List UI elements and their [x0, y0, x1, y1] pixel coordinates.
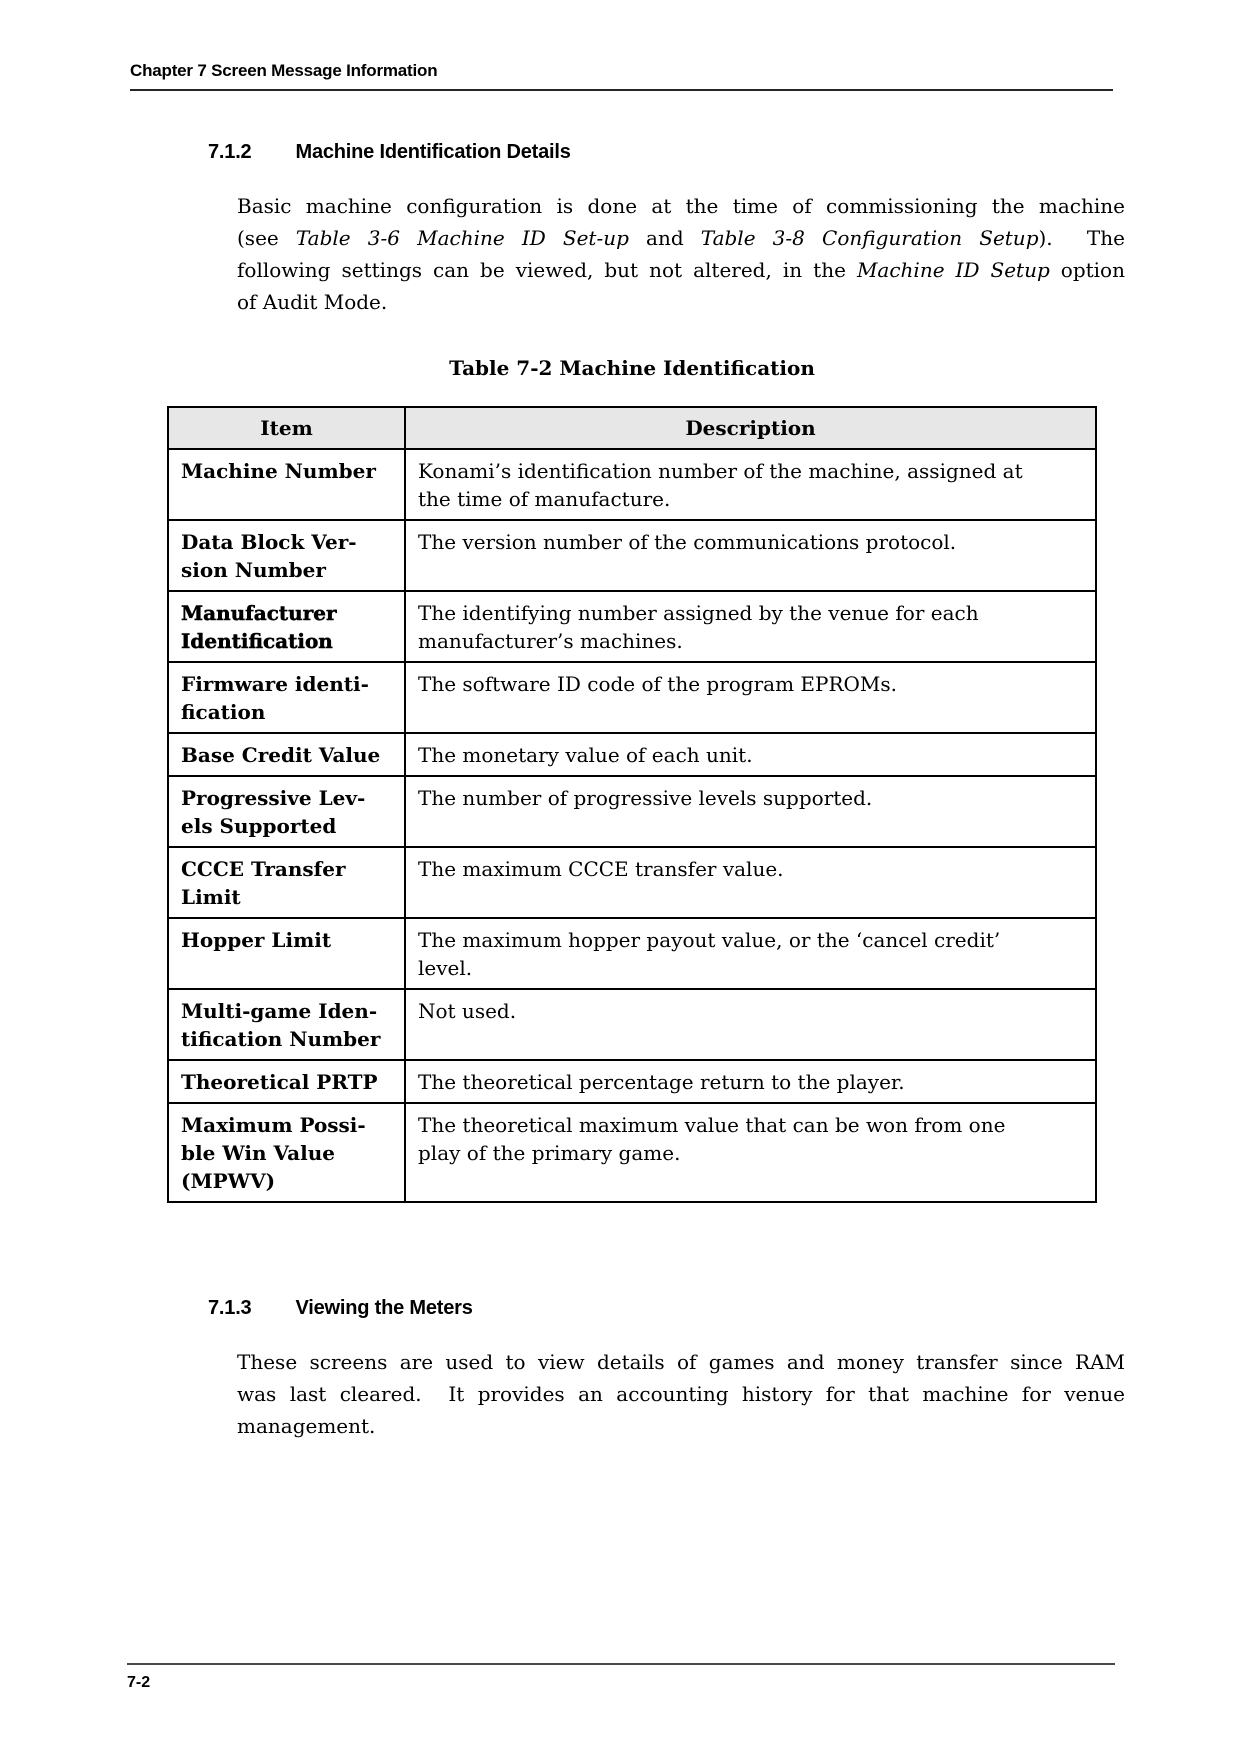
running-header-title: Chapter 7 Screen Message Information — [130, 61, 438, 80]
table-body — [168, 449, 1096, 1202]
section-heading-712 — [208, 141, 571, 164]
paragraph-line: management. — [237, 1414, 376, 1438]
item-cell: Progressive Lev- els Supported — [168, 776, 405, 847]
section-title: Machine Identification Details — [295, 141, 571, 163]
paragraph-line: was last cleared. It provides an accounting history for that machine for venue — [237, 1382, 1125, 1406]
description-cell: Konami’s identification number of the machine, assigned at the time of manufacture. — [405, 449, 1096, 520]
table-row — [168, 776, 1096, 847]
description-cell: The version number of the communications protocol. — [405, 520, 1096, 591]
table-row — [168, 989, 1096, 1060]
section-title: Viewing the Meters — [295, 1297, 473, 1319]
section-712-paragraph — [237, 190, 1125, 318]
item-cell: Theoretical PRTP — [168, 1060, 405, 1103]
paragraph-line: Basic machine configuration is done at the time of commissioning the machine — [237, 194, 1125, 218]
header-rule — [130, 89, 1113, 91]
running-header — [130, 61, 1113, 91]
item-cell: Hopper Limit — [168, 918, 405, 989]
paragraph-line: These screens are used to view details of games and money transfer since RAM — [237, 1350, 1125, 1374]
item-cell: Machine Number — [168, 449, 405, 520]
description-cell: The theoretical percentage return to the player. — [405, 1060, 1096, 1103]
table-row — [168, 520, 1096, 591]
item-cell: CCCE Transfer Limit — [168, 847, 405, 918]
table-caption: Table 7-2 Machine Identification — [449, 356, 815, 380]
section-number: 7.1.3 — [208, 1297, 252, 1319]
item-cell: Maximum Possi- ble Win Value (MPWV) — [168, 1103, 405, 1202]
paragraph-line: of Audit Mode. — [237, 290, 388, 314]
description-cell: The number of progressive levels supported. — [405, 776, 1096, 847]
column-header-item: Item — [168, 407, 405, 449]
description-cell: The monetary value of each unit. — [405, 733, 1096, 776]
machine-identification-table — [167, 406, 1097, 1203]
page-footer — [127, 1663, 1115, 1692]
table-row — [168, 591, 1096, 662]
description-cell: Not used. — [405, 989, 1096, 1060]
description-cell: The theoretical maximum value that can be won from one play of the primary game. — [405, 1103, 1096, 1202]
item-cell: Firmware identi- fication — [168, 662, 405, 733]
table-row — [168, 1060, 1096, 1103]
table-header-row — [168, 407, 1096, 449]
column-header-description: Description — [405, 407, 1096, 449]
paragraph-line: (see Table 3-6 Machine ID Set-up and Table 3-8 Configuration Setup). The — [237, 226, 1125, 250]
section-713-paragraph — [237, 1346, 1125, 1442]
table-row — [168, 449, 1096, 520]
item-cell: Base Credit Value — [168, 733, 405, 776]
table-row — [168, 733, 1096, 776]
item-cell: Manufacturer Identification — [168, 591, 405, 662]
table-row — [168, 847, 1096, 918]
footer-rule — [127, 1663, 1115, 1665]
page-number: 7-2 — [127, 1674, 151, 1691]
item-cell: Data Block Ver- sion Number — [168, 520, 405, 591]
section-heading-713 — [208, 1297, 473, 1320]
item-cell: Multi-game Iden- tification Number — [168, 989, 405, 1060]
table-row — [168, 1103, 1096, 1202]
section-number: 7.1.2 — [208, 141, 252, 163]
description-cell: The maximum CCCE transfer value. — [405, 847, 1096, 918]
table-row — [168, 662, 1096, 733]
description-cell: The software ID code of the program EPROMs. — [405, 662, 1096, 733]
paragraph-line: following settings can be viewed, but not altered, in the Machine ID Setup option — [237, 258, 1125, 282]
description-cell: The maximum hopper payout value, or the ‘cancel credit’ level. — [405, 918, 1096, 989]
table-row — [168, 918, 1096, 989]
description-cell: The identifying number assigned by the venue for each manufacturer’s machines. — [405, 591, 1096, 662]
